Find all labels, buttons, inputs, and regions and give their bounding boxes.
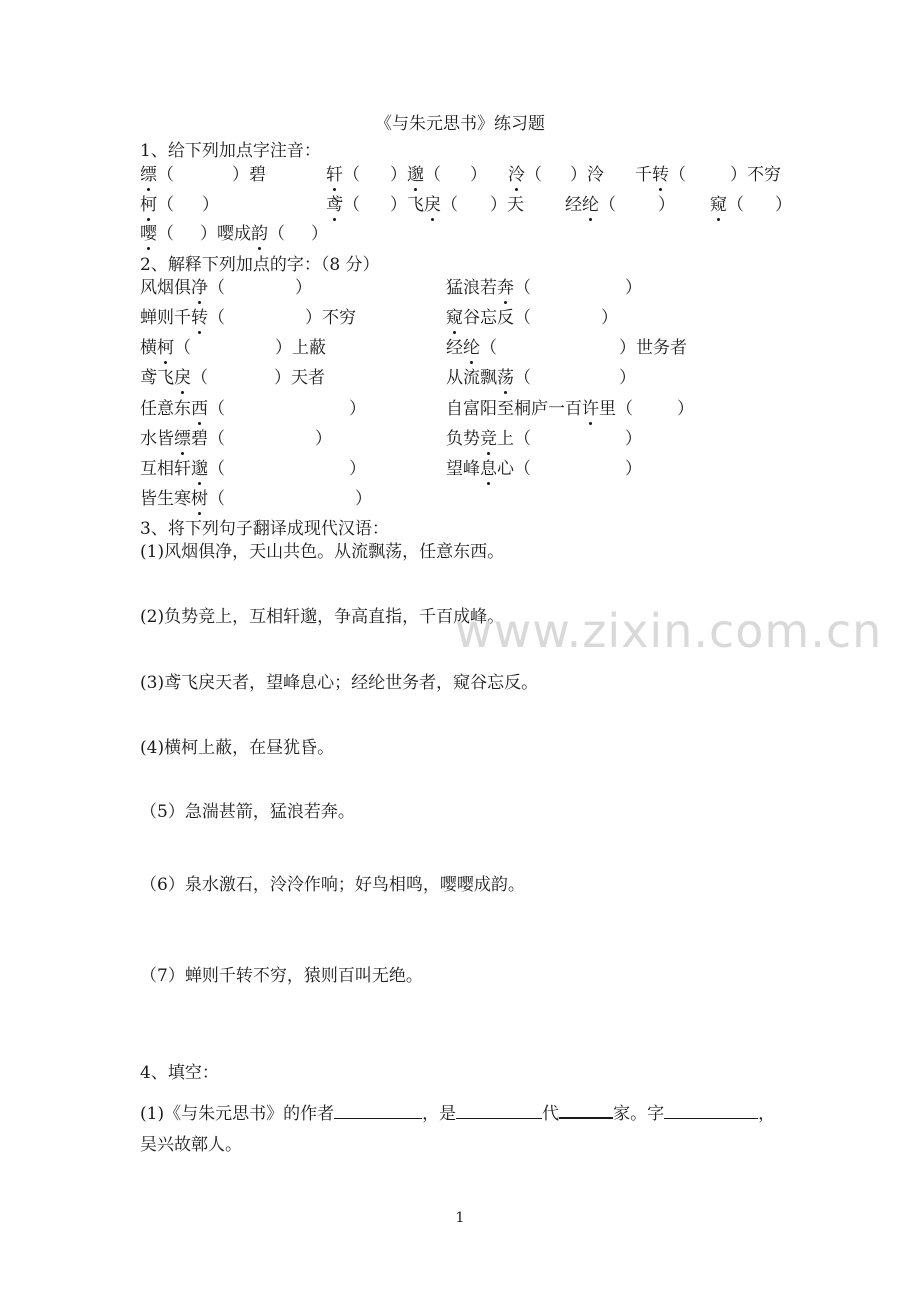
q1-text: （ (157, 165, 174, 185)
q4-fill-line: (1)《与朱元思书》的作者 ，是 代 家。字 ， (140, 1101, 775, 1125)
blank-occupation[interactable] (559, 1101, 613, 1119)
q2-item: 负势竞上（ ） (446, 429, 642, 449)
q3-item-3: (3)鸢飞戾天者，望峰息心；经纶世务者，窥谷忘反。 (140, 673, 539, 693)
q3-heading: 3、将下列句子翻译成现代汉语： (140, 519, 389, 539)
q3-item-2: (2)负势竞上，互相轩邈，争高直指，千百成峰。 (140, 607, 505, 627)
page-title: 《与朱元思书》练习题 (375, 114, 545, 134)
q4-line-2: 吴兴故鄣人。 (140, 1135, 242, 1155)
q2-item: 水皆缥碧（ ） (140, 429, 332, 449)
q2-item: 风烟俱净（ ） (140, 278, 312, 298)
q1-text: ）碧 (232, 165, 266, 185)
q2-item: 横柯（ ）上蔽 (140, 338, 326, 358)
blank-dynasty[interactable] (456, 1102, 542, 1119)
q2-item: 望峰息心（ ） (446, 459, 642, 479)
q2-item: 任意东西（ ） (140, 399, 366, 419)
q2-item: 从流飘荡（ ） (446, 368, 636, 388)
q1-row-3: 嘤（ ）嘤成韵（ ） (140, 224, 328, 244)
q3-item-4: (4)横柯上蔽，在昼犹昏。 (140, 738, 335, 758)
page-number: 1 (455, 1210, 465, 1226)
q3-item-1: (1)风烟俱净，天山共色。从流飘荡，任意东西。 (140, 542, 505, 562)
blank-author[interactable] (334, 1102, 422, 1119)
watermark: www.zixin.com.cn (455, 604, 883, 658)
q2-item: 蝉则千转（ ）不穷 (140, 308, 356, 328)
q2-item: 自富阳至桐庐一百许里（ ） (446, 399, 694, 419)
q3-item-5: （5）急湍甚箭，猛浪若奔。 (140, 802, 355, 822)
blank-courtesy-name[interactable] (664, 1102, 758, 1119)
q2-item: 互相轩邈（ ） (140, 459, 366, 479)
q4-heading: 4、填空： (140, 1063, 219, 1083)
q1-char: 缥 (140, 165, 157, 185)
q2-item: 皆生寒树（ ） (140, 489, 372, 509)
q2-item: 经纶（ ）世务者 (446, 338, 687, 358)
q2-item: 窥谷忘反（ ） (446, 308, 618, 328)
q3-item-7: （7）蝉则千转不穷，猿则百叫无绝。 (140, 966, 423, 986)
q3-item-6: （6）泉水激石，泠泠作响；好鸟相鸣，嘤嘤成韵。 (140, 875, 525, 895)
q1-heading: 1、给下列加点字注音： (140, 141, 321, 161)
q2-item: 鸢飞戾（ ）天者 (140, 368, 325, 388)
q2-item: 猛浪若奔（ ） (446, 278, 642, 298)
q2-heading: 2、解释下列加点的字：（8 分） (140, 255, 380, 275)
